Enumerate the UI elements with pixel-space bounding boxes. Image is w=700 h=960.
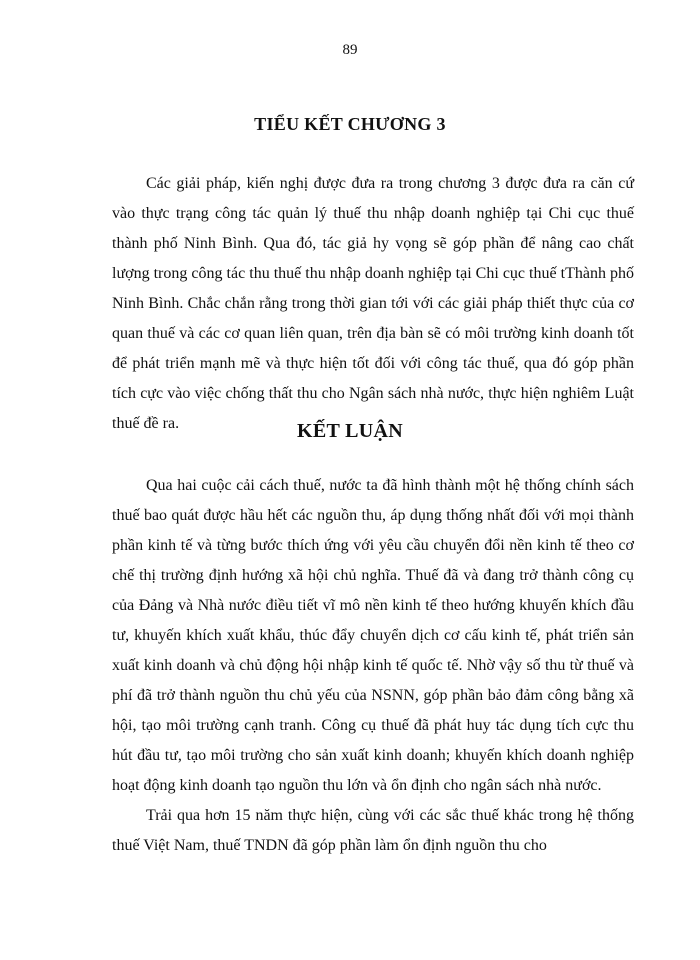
page-number: 89 <box>342 42 358 58</box>
conclusion-title: KẾT LUẬN <box>297 420 403 442</box>
chapter-summary-title: TIỂU KẾT CHƯƠNG 3 <box>254 114 446 134</box>
chapter-summary-paragraph: Các giải pháp, kiến nghị được đưa ra trong chương 3 được đưa ra căn cứ vào thực trạng công tác quản lý thuế thu nhập doanh nghiệp tại Chi cục thuế thành phố Ninh Bình. Qua đó, tác giả hy vọng sẽ góp phần để nâng cao chất lượng trong công tác thu thuế thu nhập doanh nghiệp tại Chi cục thuế tThành phố Ninh Bình. Chắc chắn rằng trong thời gian tới với các giải pháp thiết thực của cơ quan thuế và các cơ quan liên quan, trên địa bàn sẽ có môi trường kinh doanh tốt để phát triển mạnh mẽ và thực hiện tốt đối với công tác thuế, qua đó góp phần tích cực vào việc chống thất thu cho Ngân sách nhà nước, thực hiện nghiêm Luật thuế đề ra. <box>112 175 634 432</box>
conclusion-paragraph-2: Trải qua hơn 15 năm thực hiện, cùng với các sắc thuế khác trong hệ thống thuế Việt Nam, thuế TNDN đã góp phần làm ổn định nguồn thu cho <box>112 807 634 854</box>
conclusion-paragraph-1: Qua hai cuộc cải cách thuế, nước ta đã hình thành một hệ thống chính sách thuế bao quát được hầu hết các nguồn thu, áp dụng thống nhất đối với mọi thành phần kinh tế và từng bước thích ứng với yêu cầu chuyển đổi nền kinh tế theo cơ chế thị trường định hướng xã hội chủ nghĩa. Thuế đã và đang trở thành công cụ của Đảng và Nhà nước điều tiết vĩ mô nền kinh tế theo hướng khuyến khích đầu tư, khuyến khích xuất khẩu, thúc đẩy chuyển dịch cơ cấu kinh tế, phát triển sản xuất kinh doanh và chủ động hội nhập kinh tế quốc tế. Nhờ vậy số thu từ thuế và phí đã trở thành nguồn thu chủ yếu của NSNN, góp phần bảo đảm công bằng xã hội, tạo môi trường cạnh tranh. Công cụ thuế đã phát huy tác dụng tích cực thu hút đầu tư, tạo môi trường cho sản xuất kinh doanh; khuyến khích doanh nghiệp hoạt động kinh doanh tạo nguồn thu lớn và ổn định cho ngân sách nhà nước. <box>112 477 634 794</box>
